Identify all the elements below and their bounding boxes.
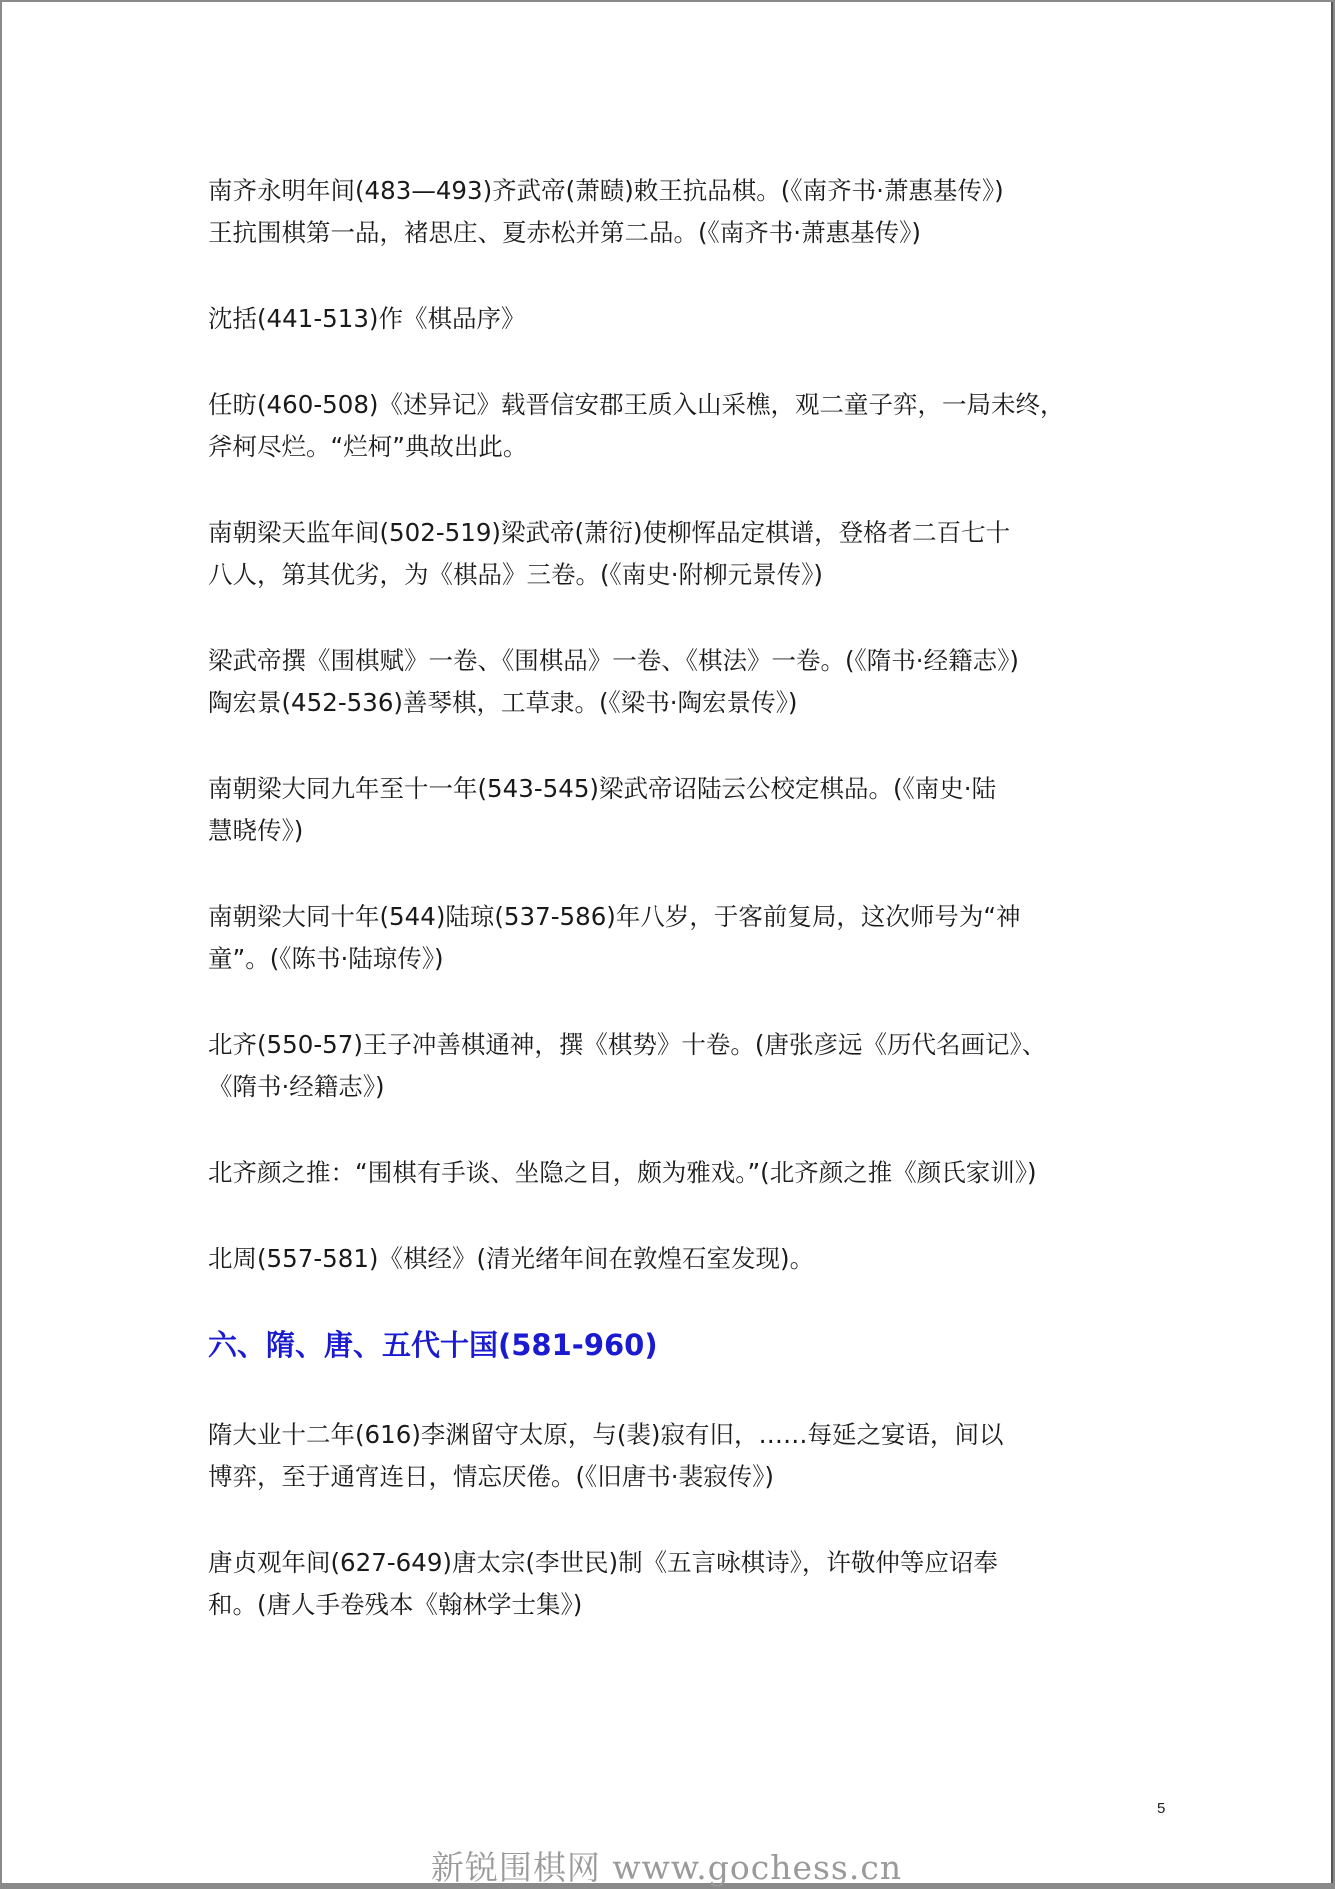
paragraph-line: 沈括(441-513)作《棋品序》 [208, 304, 526, 333]
paragraph-10 [208, 1238, 1128, 1280]
paragraph-4 [208, 512, 1128, 596]
page-content [208, 170, 1128, 1670]
paragraph-line: 博弈，至于通宵连日，情忘厌倦。(《旧唐书·裴寂传》) [208, 1462, 774, 1491]
paragraph-line: 斧柯尽烂。“烂柯”典故出此。 [208, 432, 528, 461]
paragraph-line: 任昉(460-508)《述异记》载晋信安郡王质入山采樵，观二童子弈，一局未终， [208, 390, 1065, 419]
paragraph-line: 南朝梁天监年间(502-519)梁武帝(萧衍)使柳恽品定棋谱，登格者二百七十 [208, 518, 1011, 547]
paragraph-line: 北周(557-581)《棋经》(清光绪年间在敦煌石室发现)。 [208, 1244, 815, 1273]
paragraph-line: 梁武帝撰《围棋赋》一卷、《围棋品》一卷、《棋法》一卷。(《隋书·经籍志》) [208, 646, 1019, 675]
paragraph-line: 南齐永明年间(483—493)齐武帝(萧赜)敕王抗品棋。(《南齐书·萧惠基传》) [208, 176, 1004, 205]
paragraph-line: 陶宏景(452-536)善琴棋，工草隶。(《梁书·陶宏景传》) [208, 688, 798, 717]
paragraph-line: 和。(唐人手卷残本《翰林学士集》) [208, 1590, 583, 1619]
paragraph-line: 唐贞观年间(627-649)唐太宗(李世民)制《五言咏棋诗》，许敬仲等应诏奉 [208, 1548, 998, 1577]
paragraph-7 [208, 896, 1128, 980]
paragraph-line: 《隋书·经籍志》) [208, 1072, 385, 1101]
paragraph-6 [208, 768, 1128, 852]
paragraph-5 [208, 640, 1128, 724]
paragraph-9 [208, 1152, 1128, 1194]
paragraph-11 [208, 1414, 1128, 1498]
section-heading: 六、隋、唐、五代十国(581-960) [208, 1328, 658, 1362]
document-page [2, 2, 1333, 1887]
paragraph-line: 王抗围棋第一品，褚思庄、夏赤松并第二品。(《南齐书·萧惠基传》) [208, 218, 921, 247]
paragraph-12 [208, 1542, 1128, 1626]
paragraph-line: 南朝梁大同十年(544)陆琼(537-586)年八岁，于客前复局，这次师号为“神 [208, 902, 1021, 931]
paragraph-1 [208, 170, 1128, 254]
paragraph-line: 北齐颜之推：“围棋有手谈、坐隐之目，颇为雅戏。”(北齐颜之推《颜氏家训》) [208, 1158, 1037, 1187]
site-watermark: 新锐围棋网 www.gochess.cn [430, 1848, 903, 1887]
paragraph-line: 隋大业十二年(616)李渊留守太原，与(裴)寂有旧，……每延之宴语，间以 [208, 1420, 1004, 1449]
paragraph-line: 南朝梁大同九年至十一年(543-545)梁武帝诏陆云公校定棋品。(《南史·陆 [208, 774, 997, 803]
paragraph-line: 八人，第其优劣，为《棋品》三卷。(《南史·附柳元景传》) [208, 560, 823, 589]
paragraph-line: 慧晓传》) [208, 816, 304, 845]
paragraph-8 [208, 1024, 1128, 1108]
paragraph-3 [208, 384, 1128, 468]
page-number: 5 [1157, 1800, 1166, 1817]
paragraph-line: 北齐(550-57)王子冲善棋通神，撰《棋势》十卷。(唐张彦远《历代名画记》、 [208, 1030, 1047, 1059]
paragraph-2 [208, 298, 1128, 340]
paragraph-line: 童”。(《陈书·陆琼传》) [208, 944, 444, 973]
